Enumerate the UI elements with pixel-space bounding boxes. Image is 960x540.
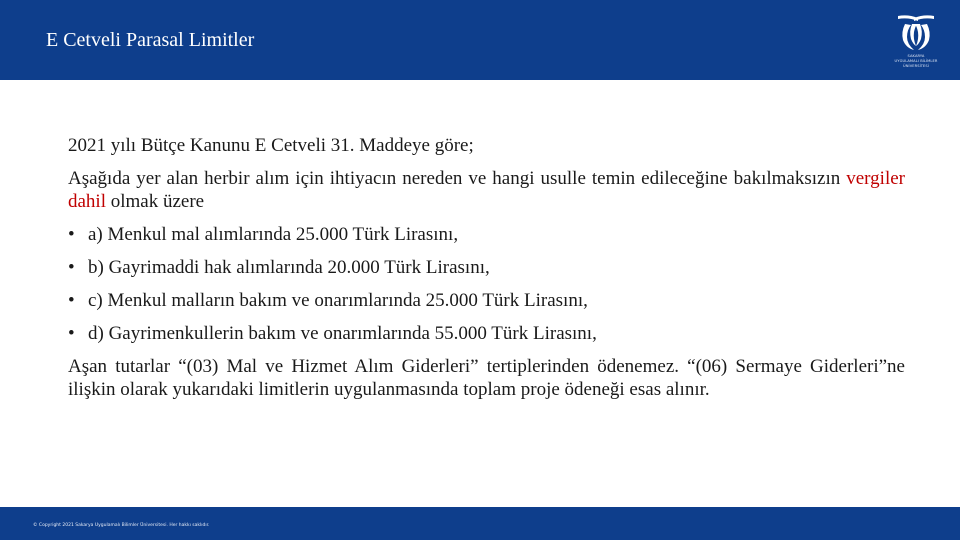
slide-footer — [0, 507, 960, 540]
logo-wordmark — [884, 54, 948, 69]
slide-body — [68, 134, 905, 411]
intro-paragraph — [68, 167, 905, 213]
list-item — [68, 256, 905, 279]
bullet-icon: • — [68, 224, 75, 245]
list-item-text: b) Gayrimaddi hak alımlarında 20.000 Türk Lirasını, — [88, 257, 490, 278]
list-item-text: c) Menkul malların bakım ve onarımlarında 25.000 Türk Lirasını, — [88, 290, 588, 311]
bullet-icon: • — [68, 290, 75, 311]
slide-header — [0, 0, 960, 80]
bullet-icon: • — [68, 257, 75, 278]
slide-title: E Cetveli Parasal Limitler — [46, 29, 255, 51]
logo-line-2: UYGULAMALI BİLİMLER — [894, 59, 938, 63]
highlighted-text: vergiler dahil — [68, 168, 905, 212]
copyright-text: © Copyright 2021 Sakarya Uygulamalı Bilimler Üniversitesi. Her hakkı saklıdır. — [33, 523, 210, 528]
intro-line: 2021 yılı Bütçe Kanunu E Cetveli 31. Maddeye göre; — [68, 135, 474, 156]
bullet-icon: • — [68, 323, 75, 344]
closing-paragraph: Aşan tutarlar “(03) Mal ve Hizmet Alım Giderleri” tertiplerinden ödenemez. “(06) Sermaye Giderleri”ne ilişkin olarak yukarıdaki limitlerin uygulanmasında toplam proje ödeneği esas alınır. — [68, 356, 905, 400]
paragraph-text: Aşağıda yer alan herbir alım için ihtiyacın nereden ve hangi usulle temin edileceğine bakılmaksızın — [68, 168, 847, 189]
logo-emblem-icon — [884, 10, 948, 54]
list-item — [68, 223, 905, 246]
list-item — [68, 322, 905, 345]
list-item — [68, 289, 905, 312]
paragraph-text-end: olmak üzere — [106, 191, 205, 212]
list-item-text: d) Gayrimenkullerin bakım ve onarımlarında 55.000 Türk Lirasını, — [88, 323, 597, 344]
list-item-text: a) Menkul mal alımlarında 25.000 Türk Lirasını, — [88, 224, 459, 245]
university-logo — [884, 10, 948, 74]
logo-line-1: SAKARYA — [907, 54, 925, 58]
logo-line-3: ÜNİVERSİTESİ — [903, 64, 929, 68]
